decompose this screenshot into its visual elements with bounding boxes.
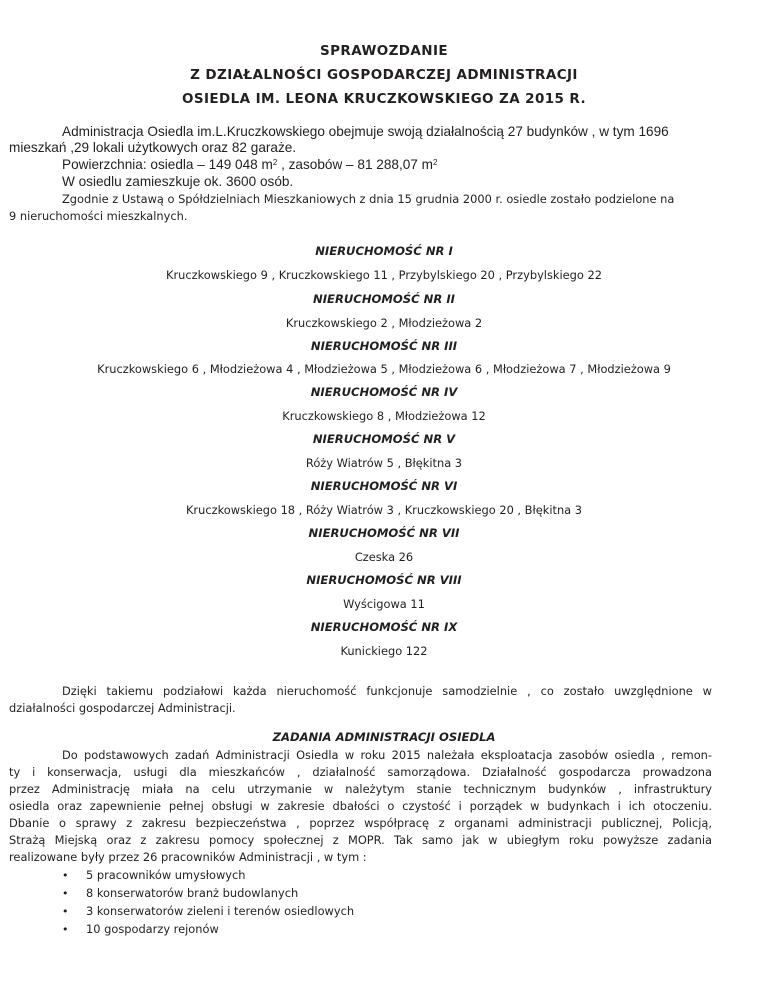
property-addresses: Czeska 26 [354, 550, 414, 564]
property-heading: NIERUCHOMOŚĆ NR IX [310, 620, 458, 634]
tasks-paragraph-line: osiedla oraz zapewnienie pełnej obsługi w zakresie dbałości o czystość i porządek w budynkach i ich otoczeniu. [9, 799, 712, 813]
property-heading: NIERUCHOMOŚĆ NR II [313, 292, 455, 306]
property-heading: NIERUCHOMOŚĆ NR VI [310, 479, 458, 493]
bullet-dot-icon: • [62, 887, 69, 900]
area-middle: , zasobów – 81 288,07 m [277, 157, 433, 172]
intro-residents: W osiedlu zamieszkuje ok. 3600 osób. [62, 174, 294, 189]
list-item: 8 konserwatorów branż budowlanych [86, 886, 299, 900]
tasks-paragraph-line: ty i konserwacja, usługi dla mieszkańców , działalność samorządowa. Działalność gospodarcza prowadzona [9, 765, 712, 779]
intro-line-1: Administracja Osiedla im.L.Kruczkowskiego obejmuje swoją działalnością 27 budynków , w tym 1696 [62, 124, 669, 139]
property-addresses: Kruczkowskiego 8 , Młodzieżowa 12 [282, 409, 486, 423]
area-prefix: Powierzchnia: osiedla – 149 048 m [62, 157, 273, 172]
property-heading: NIERUCHOMOŚĆ NR VII [308, 526, 460, 540]
tasks-paragraph-line: Dbanie o sprawy z zakresu bezpieczeństwa , poprzez współpracę z organami administracji publicznej, Policją, [9, 816, 712, 830]
list-item: 3 konserwatorów zieleni i terenów osiedlowych [86, 904, 355, 918]
property-addresses: Kunickiego 122 [340, 644, 428, 658]
tasks-paragraph-line: Do podstawowych zadań Administracji Osiedla w roku 2015 należała eksploatacja zasobów osiedla , remon- [62, 748, 712, 762]
list-item: 5 pracowników umysłowych [86, 868, 246, 882]
intro-law-line-2: 9 nieruchomości mieszkalnych. [9, 209, 188, 223]
list-item: 10 gospodarzy rejonów [86, 922, 219, 936]
property-addresses: Kruczkowskiego 18 , Róży Wiatrów 3 , Kruczkowskiego 20 , Błękitna 3 [185, 503, 583, 517]
intro-law-line-1: Zgodnie z Ustawą o Spółdzielniach Mieszkaniowych z dnia 15 grudnia 2000 r. osiedle zostało podzielone na [62, 192, 675, 206]
property-heading: NIERUCHOMOŚĆ NR V [312, 432, 456, 446]
report-title-line-1: SPRAWOZDANIE [319, 43, 448, 59]
tasks-heading: ZADANIA ADMINISTRACJI OSIEDLA [272, 730, 496, 744]
property-addresses: Wyścigowa 11 [343, 597, 425, 611]
summary-line-1: Dzięki takiemu podziałowi każda nieruchomość funkcjonuje samodzielnie , co zostało uwzględnione w [62, 684, 712, 698]
report-title-line-3: OSIEDLA IM. LEONA KRUCZKOWSKIEGO ZA 2015 R. [181, 91, 587, 107]
area-sup-1: 2 [272, 158, 278, 167]
bullet-dot-icon: • [62, 923, 69, 936]
tasks-paragraph-line: Strażą Miejską oraz z zakresu pomocy społecznej z MOPR. Tak samo jak w ubiegłym roku powyższe zadania [9, 833, 712, 847]
tasks-paragraph-line: przez Administrację miała na celu utrzymanie w należytym stanie technicznym budynków , infrastruktury [9, 782, 712, 796]
tasks-paragraph-line: realizowane były przez 26 pracowników Administracji , w tym : [9, 850, 367, 864]
property-addresses: Kruczkowskiego 9 , Kruczkowskiego 11 , Przybylskiego 20 , Przybylskiego 22 [165, 268, 602, 282]
summary-line-2: działalności gospodarczej Administracji. [9, 701, 236, 715]
area-sup-2: 2 [432, 158, 438, 167]
property-addresses: Kruczkowskiego 6 , Młodzieżowa 4 , Młodzieżowa 5 , Młodzieżowa 6 , Młodzieżowa 7 , Młodzieżowa 9 [97, 362, 671, 376]
property-addresses: Róży Wiatrów 5 , Błękitna 3 [305, 456, 463, 470]
bullet-dot-icon: • [62, 905, 69, 918]
intro-area-line [62, 157, 437, 172]
property-addresses: Kruczkowskiego 2 , Młodzieżowa 2 [285, 316, 483, 330]
property-heading: NIERUCHOMOŚĆ NR III [310, 339, 458, 353]
bullet-dot-icon: • [62, 869, 69, 882]
property-heading: NIERUCHOMOŚĆ NR VIII [306, 573, 462, 587]
report-title-line-2: Z DZIAŁALNOŚCI GOSPODARCZEJ ADMINISTRACJI [190, 67, 578, 83]
property-heading: NIERUCHOMOŚĆ NR I [315, 244, 453, 258]
property-heading: NIERUCHOMOŚĆ NR IV [310, 385, 458, 399]
intro-line-2: mieszkań ,29 lokali użytkowych oraz 82 garaże. [9, 140, 297, 155]
